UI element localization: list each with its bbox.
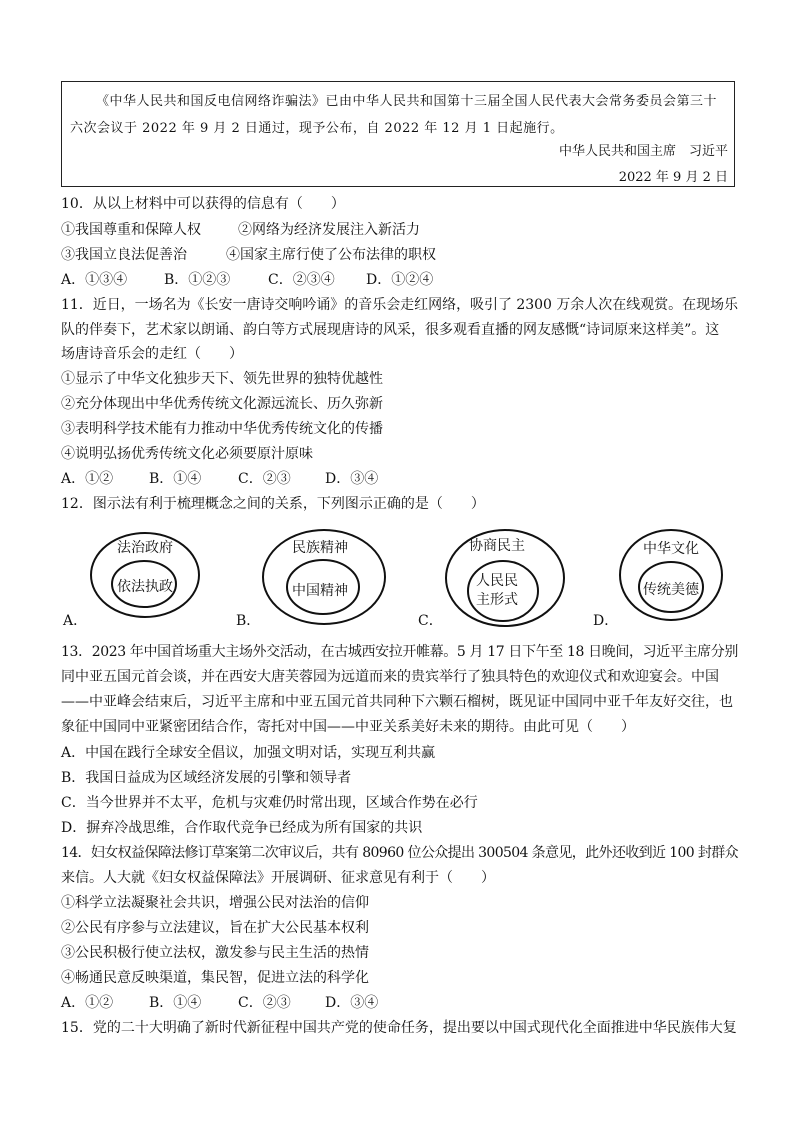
- q11-option-4: ④说明弘扬优秀传统文化必须要原汁原味: [61, 446, 313, 462]
- q13-stem-2: 同中亚五国元首会谈，并在西安大唐芙蓉园为远道而来的贵宾举行了独具特色的欢迎仪式和欢迎宴会。中国: [61, 669, 719, 685]
- q14-choice-d: D．③④: [325, 995, 379, 1011]
- q11-stem-1: 11．近日，一场名为《长安一唐诗交响吟诵》的音乐会走红网络，吸引了 2300 万余人次在线观赏。在现场乐: [61, 297, 738, 313]
- q10-option-2: ②网络为经济发展注入新活力: [238, 222, 420, 238]
- diagram-d-inner-label: 传统美德: [643, 582, 699, 598]
- diagram-d-outer-label: 中华文化: [643, 541, 699, 557]
- q10-stem: 10．从以上材料中可以获得的信息有（ ）: [61, 196, 345, 212]
- diagram-b-outer-label: 民族精神: [292, 540, 348, 556]
- material-paragraph: 《中华人民共和国反电信网络诈骗法》已由中华人民共和国第十三届全国人民代表大会常务委员会第三十六次会议于 2022 年 9 月 2 日通过，现予公布，自 2022 年 12 月 1 日起施行。: [70, 94, 718, 136]
- q10-choice-c: C．②③④: [268, 272, 335, 288]
- diagram-b-letter: B．: [236, 613, 261, 629]
- diagram-c-letter: C．: [418, 613, 443, 629]
- q10-option-3: ③我国立良法促善治: [61, 247, 187, 263]
- diagram-a-outer-label: 法治政府: [117, 540, 173, 556]
- q11-choice-b: B．①④: [149, 471, 202, 487]
- diagram-a-inner-label: 依法执政: [117, 579, 173, 595]
- q13-stem-4: 象征中国同中亚紧密团结合作，寄托对中国——中亚关系美好未来的期待。由此可见（ ）: [61, 719, 635, 735]
- q11-choice-d: D．③④: [325, 471, 379, 487]
- q10-option-4: ④国家主席行使了公布法律的职权: [226, 247, 436, 263]
- q13-choice-d: D．摒弃冷战思维，合作取代竞争已经成为所有国家的共识: [61, 820, 423, 836]
- q14-stem-1: 14．妇女权益保障法修订草案第二次审议后，共有 80960 位公众提出 300504 条意见，此外还收到近 100 封群众: [61, 845, 738, 861]
- q10-choice-a: A．①③④: [61, 272, 128, 288]
- q14-choice-c: C．②③: [238, 995, 291, 1011]
- q11-stem-3: 场唐诗音乐会的走红（ ）: [61, 346, 243, 362]
- q14-option-4: ④畅通民意反映渠道，集民智，促进立法的科学化: [61, 970, 369, 986]
- q14-option-2: ②公民有序参与立法建议，旨在扩大公民基本权利: [61, 920, 369, 936]
- q14-stem-2: 来信。人大就《妇女权益保障法》开展调研、征求意见有利于（ ）: [61, 870, 495, 886]
- q11-stem-2: 队的伴奏下，艺术家以朗诵、韵白等方式展现唐诗的风采，很多观看直播的网友感慨“诗词原来这样美”。这: [61, 322, 720, 338]
- q12-stem: 12．图示法有利于梳理概念之间的关系，下列图示正确的是（ ）: [61, 496, 485, 512]
- q10-option-1: ①我国尊重和保障人权: [61, 222, 201, 238]
- q14-option-1: ①科学立法凝聚社会共识，增强公民对法治的信仰: [61, 895, 369, 911]
- q14-choice-a: A．①②: [61, 995, 114, 1011]
- diagram-c-outer-label: 协商民主: [469, 538, 525, 554]
- q10-choice-d: D．①②④: [366, 272, 434, 288]
- q11-option-3: ③表明科学技术能有力推动中华优秀传统文化的传播: [61, 421, 383, 437]
- diagram-d-letter: D．: [593, 613, 619, 629]
- q14-choice-b: B．①④: [149, 995, 202, 1011]
- q11-choice-a: A．①②: [61, 471, 114, 487]
- material-date: 2022 年 9 月 2 日: [618, 170, 728, 185]
- diagram-b-inner-label: 中国精神: [292, 583, 348, 599]
- q13-choice-c: C．当今世界并不太平，危机与灾难仍时常出现，区域合作势在必行: [61, 795, 478, 811]
- diagram-c-inner-label-2: 主形式: [476, 592, 518, 608]
- q13-choice-b: B．我国日益成为区域经济发展的引擎和领导者: [61, 770, 352, 786]
- q14-option-3: ③公民积极行使立法权，激发参与民主生活的热情: [61, 945, 369, 961]
- q11-choice-c: C．②③: [238, 471, 291, 487]
- diagram-c-inner-label-1: 人民民: [476, 573, 518, 589]
- q11-option-2: ②充分体现出中华优秀传统文化源远流长、历久弥新: [61, 396, 383, 412]
- material-signer: 中华人民共和国主席 习近平: [558, 144, 728, 159]
- q13-choice-a: A．中国在践行全球安全倡议，加强文明对话，实现互利共赢: [61, 745, 436, 761]
- q10-choice-b: B．①②③: [164, 272, 231, 288]
- q15-stem-1: 15．党的二十大明确了新时代新征程中国共产党的使命任务，提出要以中国式现代化全面推进中华民族伟大复: [61, 1020, 737, 1036]
- diagram-a-letter: A．: [63, 613, 88, 629]
- q13-stem-1: 13．2023 年中国首场重大主场外交活动，在古城西安拉开帷幕。5 月 17 日下午至 18 日晚间，习近平主席分别: [61, 644, 738, 660]
- q13-stem-3: ——中亚峰会结束后，习近平主席和中亚五国元首共同种下六颗石榴树，既见证中国同中亚千年友好交往，也: [61, 694, 733, 710]
- q11-option-1: ①显示了中华文化独步天下、领先世界的独特优越性: [61, 371, 383, 387]
